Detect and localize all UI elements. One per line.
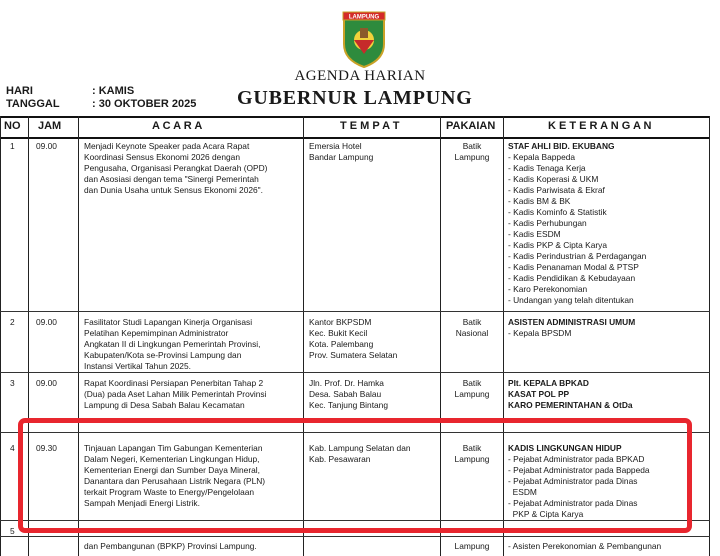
row4-no: 4: [10, 443, 15, 453]
col-attire: PAKAIAN: [446, 120, 496, 132]
row4-place: Kab. Lampung Selatan dan Kab. Pesawaran: [309, 443, 411, 464]
row2-event: Fasilitator Studi Lapangan Kinerja Organisasi Pelatihan Kepemimpinan Administrator Angkatan II di Lingkungan Pemerintah Provinsi, Kabupaten/Kota se-Provinsi Lampung dan Instansi Vertikal Tahun 2025.: [84, 317, 261, 371]
date-label: TANGGAL: [6, 98, 60, 110]
row2-notes: ASISTEN ADMINISTRASI UMUM - Kepala BPSDM: [508, 317, 636, 338]
svg-text:LAMPUNG: LAMPUNG: [348, 14, 380, 21]
row1-event: Menjadi Keynote Speaker pada Acara Rapat Koordinasi Sensus Ekonomi 2026 dengan Pengusaha, Organisasi Perangkat Daerah (OPD) dan Asosiasi dengan tema "Sinergi Pemerintah dan Dunia Usaha untuk Sensus Ekonomi 2026".: [84, 141, 268, 195]
day-label: HARI: [6, 85, 33, 97]
row5-no: 5: [10, 526, 15, 536]
col-event: A C A R A: [152, 120, 203, 132]
row5-notes: - Asisten Perekonomian & Pembangunan: [508, 541, 662, 551]
row4-attire: Batik Lampung: [454, 443, 490, 464]
governor-heading: GUBERNUR LAMPUNG: [237, 87, 473, 109]
red-highlight-box: [18, 418, 692, 533]
row1-place: Emersia Hotel Bandar Lampung: [309, 141, 374, 162]
row4-notes: KADIS LINGKUNGAN HIDUP - Pejabat Administrator pada BPKAD - Pejabat Administrator pada Bappeda - Pejabat Administrator pada Dinas ESDM - Pejabat Administrator pada Dinas PKP & Cipta Karya: [508, 443, 650, 519]
row5-attire: Lampung: [454, 541, 490, 551]
row1-notes: STAF AHLI BID. EKUBANG - Kepala Bappeda - Kadis Tenaga Kerja - Kadis Koperasi & UKM - Kadis Pariwisata & Ekraf - Kadis BM & BK - Kadis Kominfo & Statistik - Kadis Perhubungan - Kadis ESDM - Kadis PKP & Cipta Karya - Kadis Perindustrian & Perdagangan - Kadis Penanaman Modal & PTSP - Kadis Pendidikan & Kebudayaan - Karo Perekonomian - Undangan yang telah ditentukan: [508, 141, 647, 305]
col-place: T E M P A T: [340, 120, 400, 132]
row2-no: 2: [10, 317, 15, 327]
row3-place: Jln. Prof. Dr. Hamka Desa. Sabah Balau Kec. Tanjung Bintang: [309, 378, 389, 410]
row4-event: Tinjauan Lapangan Tim Gabungan Kementerian Dalam Negeri, Kementerian Lingkungan Hidup, Kementerian Energi dan Sumber Daya Mineral, Danantara dan Perusahaan Listrik Negara (PLN) terkait Program Waste to Energy/Pengelolaan Sampah Menjadi Energi Listrik.: [84, 443, 266, 508]
row3-event: Rapat Koordinasi Persiapan Penerbitan Tahap 2 (Dua) pada Aset Lahan Milik Pemerintah Provinsi Lampung di Desa Sabah Balau Kecamatan: [84, 378, 267, 410]
row3-time: 09.00: [36, 378, 57, 388]
col-time: JAM: [38, 120, 62, 132]
lampung-emblem-icon: [340, 10, 388, 68]
row4-time: 09.30: [36, 443, 57, 453]
row2-time: 09.00: [36, 317, 57, 327]
row2-place: Kantor BKPSDM Kec. Bukit Kecil Kota. Palembang Prov. Sumatera Selatan: [309, 317, 398, 360]
row2-attire: Batik Nasional: [455, 317, 489, 338]
row3-no: 3: [10, 378, 15, 388]
row1-time: 09.00: [36, 141, 57, 151]
col-notes: K E T E R A N G A N: [548, 120, 652, 132]
col-no: NO: [4, 120, 21, 132]
row1-no: 1: [10, 141, 15, 151]
date-value: : 30 OKTOBER 2025: [92, 98, 197, 110]
row3-notes: PIt. KEPALA BPKAD KASAT POL PP KARO PEMERINTAHAN & OtDa: [508, 378, 633, 410]
row1-attire: Batik Lampung: [454, 141, 490, 162]
row3-attire: Batik Lampung: [454, 378, 490, 399]
table-header: [0, 116, 710, 139]
day-value: : KAMIS: [92, 85, 135, 97]
row5-event: dan Pembangunan (BPKP) Provinsi Lampung.: [84, 541, 257, 551]
agenda-heading: AGENDA HARIAN: [294, 68, 426, 84]
